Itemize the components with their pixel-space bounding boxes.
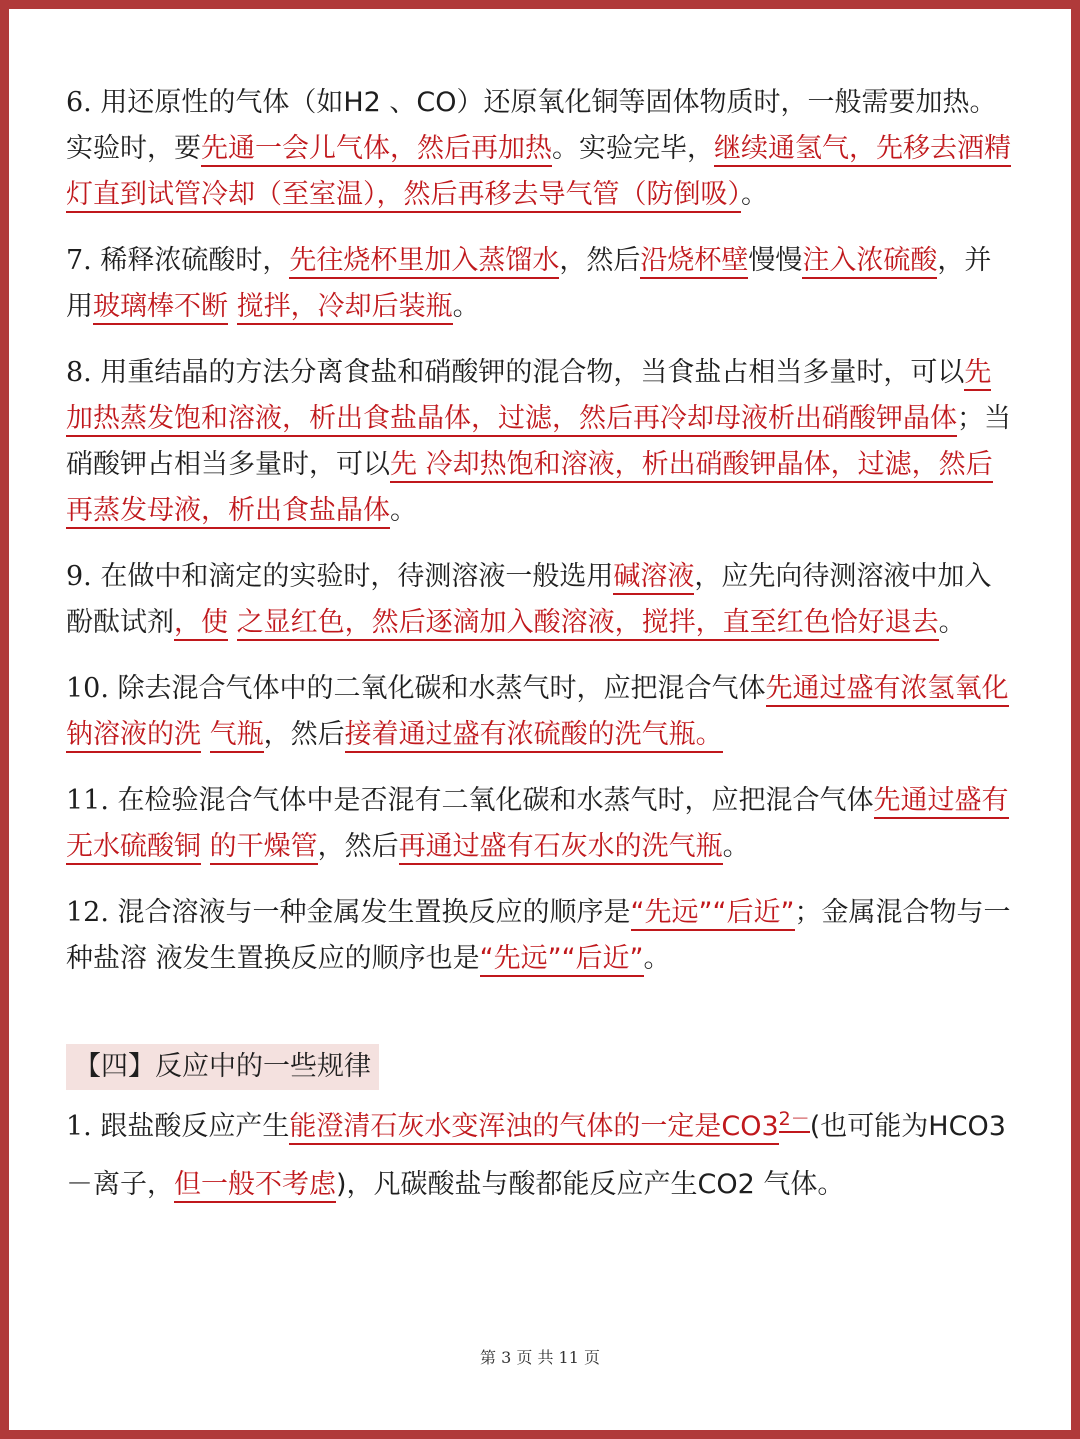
- answer-highlight: 气瓶: [210, 719, 264, 753]
- item-text: 。: [643, 943, 671, 974]
- item-9: [66, 554, 1016, 646]
- item-text: 混合溶液与一种金属发生置换反应的顺序是: [117, 897, 631, 928]
- item-11: [66, 778, 1016, 870]
- answer-highlight: 接着通过盛有浓硫酸的洗气瓶。: [345, 719, 723, 753]
- item-number: 8.: [66, 357, 92, 388]
- page-number-footer: 第 3 页 共 11 页: [480, 1348, 600, 1367]
- item-text: 。实验完毕，: [552, 133, 714, 164]
- item-12: [66, 890, 1016, 982]
- item-text: 在做中和滴定的实验时，待测溶液一般选用: [100, 561, 614, 592]
- item-text: 。: [390, 495, 417, 526]
- answer-highlight: 先加热蒸发饱和溶液，析出食盐晶体，过滤，然后再冷却母液析出硝酸钾晶体: [66, 357, 991, 437]
- item-number: 12.: [66, 897, 109, 928]
- answer-highlight: 先通过盛有浓氢氧化钠溶液的洗: [66, 673, 1009, 753]
- answer-highlight: 继续通氢气，先移去酒精灯直到试管冷却（至室温），然后再移去导气管（防倒吸）: [66, 133, 1011, 213]
- item-number: 7.: [66, 245, 92, 276]
- item-6: [66, 80, 1016, 218]
- answer-highlight: 搅拌，冷却后装瓶: [237, 291, 453, 325]
- item-text: ，应先向待测溶液中加入酚酞试剂: [66, 561, 992, 638]
- answer-highlight: 但一般不考虑: [174, 1169, 336, 1203]
- answer-highlight: 先往烧杯里加入蒸馏水: [289, 245, 559, 279]
- answer-highlight: 沿烧杯壁: [640, 245, 748, 279]
- answer-highlight: 先通一会儿气体，然后再加热: [201, 133, 552, 167]
- item-8: [66, 350, 1016, 534]
- item-10: [66, 666, 1016, 758]
- document-body: [66, 80, 1016, 1234]
- item-text: 在检验混合气体中是否混有二氧化碳和水蒸气时，应把混合气体: [117, 785, 874, 816]
- item-text: (也可能为HCO3－离子，: [66, 1111, 1006, 1200]
- answer-highlight: 玻璃棒不断: [93, 291, 228, 325]
- item-text: ；金属混合物与一种盐溶 液发生置换反应的顺序也是: [66, 897, 1011, 974]
- item-text: [201, 831, 210, 862]
- item-number: 1.: [66, 1111, 92, 1142]
- item-text: ，并用: [66, 245, 992, 322]
- item-text: 。: [452, 291, 480, 322]
- item-text: ，然后: [263, 719, 345, 750]
- answer-highlight: 碱溶液: [613, 561, 694, 595]
- item-text: 。: [741, 179, 768, 210]
- item-text: 稀释浓硫酸时，: [100, 245, 290, 276]
- item-text: ；当硝酸钾占相当多量时，可以: [66, 403, 1011, 480]
- item-text: 用还原性的气体（如H2 、CO）还原氧化铜等固体物质时，一般需要加热。实验时，要: [66, 87, 997, 164]
- item-number: 10.: [66, 673, 109, 704]
- answer-highlight: 能澄清石灰水变浑浊的气体的一定是CO3: [289, 1111, 778, 1145]
- item-number: 9.: [66, 561, 92, 592]
- item-text: 跟盐酸反应产生: [100, 1111, 290, 1142]
- answer-highlight: “先远”“后近”: [480, 943, 644, 977]
- item-7: [66, 238, 1016, 330]
- item-text: ，然后: [317, 831, 399, 862]
- answer-highlight: ，使: [174, 607, 228, 641]
- item-text: [201, 719, 210, 750]
- answer-highlight: 之显红色，然后逐滴加入酸溶液，搅拌，直至红色恰好退去: [237, 607, 939, 641]
- answer-highlight: 再通过盛有石灰水的洗气瓶: [399, 831, 723, 865]
- item-text: 慢慢: [748, 245, 803, 276]
- item-text: )，凡碳酸盐与酸都能反应产生CO2 气体。: [336, 1169, 845, 1200]
- answer-highlight: 注入浓硫酸: [802, 245, 937, 279]
- section-heading: 【四】反应中的一些规律: [66, 1044, 379, 1090]
- item-text: 用重结晶的方法分离食盐和硝酸钾的混合物，当食盐占相当多量时，可以: [100, 357, 965, 388]
- answer-highlight: “先远”“后近”: [631, 897, 795, 931]
- charge-superscript: 2－: [779, 1108, 810, 1133]
- item-text: 。: [722, 831, 750, 862]
- item-number: 11.: [66, 785, 109, 816]
- item-text: [228, 607, 237, 638]
- answer-highlight: 先 冷却热饱和溶液，析出硝酸钾晶体，过滤，然后再蒸发母液，析出食盐晶体: [66, 449, 993, 529]
- item-text: 。: [938, 607, 966, 638]
- rule-1: [66, 1098, 1016, 1214]
- answer-highlight: 先通过盛有无水硫酸铜: [66, 785, 1009, 865]
- item-text: [228, 291, 237, 322]
- item-text: 除去混合气体中的二氧化碳和水蒸气时，应把混合气体: [117, 673, 766, 704]
- answer-highlight: 的干燥管: [210, 831, 318, 865]
- item-text: ，然后: [559, 245, 641, 276]
- item-number: 6.: [66, 87, 92, 118]
